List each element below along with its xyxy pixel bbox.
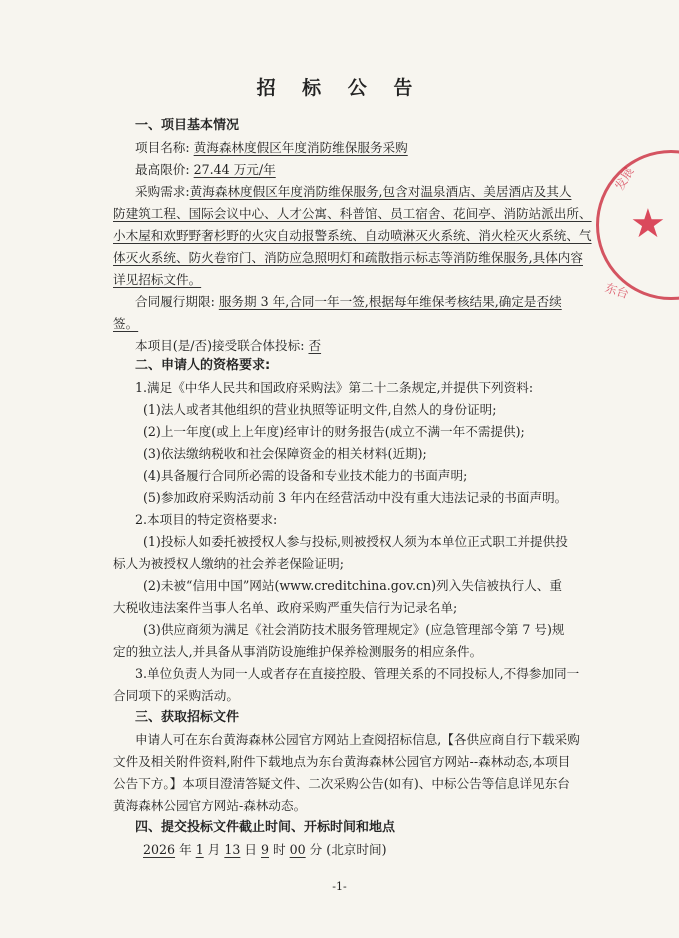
joint-bid-value: 否 (308, 338, 322, 353)
section-2-heading: 二、申请人的资格要求: (135, 358, 271, 373)
page-title: 招 标 公 告 (256, 77, 423, 99)
seal-star-icon: ★ (630, 201, 666, 247)
qualification-item: (5)参加政府采购活动前 3 年内在经营活动中没有重大违法记录的书面声明。 (143, 490, 568, 505)
special-item-line: (1)投标人如委托被授权人参与投标,则被授权人须为本单位正式职工并提供投 (143, 534, 568, 549)
special-requirements-para: 2.本项目的特定资格要求: (135, 512, 278, 527)
special-item-line: 大税收违法案件当事人名单、政府采购严重失信行为记录名单; (113, 600, 458, 615)
requirement-row (135, 184, 571, 200)
qualification-item: (4)具备履行合同所必需的设备和专业技术能力的书面声明; (143, 468, 468, 483)
unit-rule-line: 合同项下的采购活动。 (113, 688, 239, 703)
qualification-para: 1.满足《中华人民共和国政府采购法》第二十二条规定,并提供下列资料: (135, 380, 534, 395)
special-item-line: (2)未被“信用中国”网站(www.creditchina.gov.cn)列入失信被执行人、重 (143, 578, 562, 593)
section-4-heading: 四、提交投标文件截止时间、开标时间和地点 (135, 820, 396, 835)
section-1-heading: 一、项目基本情况 (135, 118, 240, 133)
obtain-docs-line: 申请人可在东台黄海森林公园官方网站上查阅招标信息,【各供应商自行下载采购 (135, 732, 580, 747)
requirement-line: 详见招标文件。 (113, 272, 202, 287)
year-unit: 年 (179, 842, 192, 857)
term-row (135, 294, 562, 310)
special-item-line: (3)供应商须为满足《社会消防技术服务管理规定》(应急管理部令第 7 号)规 (143, 622, 565, 637)
requirement-line: 黄海森林度假区年度消防维保服务,包含对温泉酒店、美居酒店及其人 (189, 184, 572, 199)
special-item-line: 定的独立法人,并具备从事消防设施维护保养检测服务的相应条件。 (113, 644, 483, 659)
obtain-docs-line: 公告下方。】本项目澄清答疑文件、二次采购公告(如有)、中标公告等信息详见东台 (113, 776, 570, 791)
qualification-item: (1)法人或者其他组织的营业执照等证明文件,自然人的身份证明; (143, 402, 497, 417)
joint-bid-row (135, 338, 321, 354)
deadline-hour: 9 (260, 842, 269, 857)
price-row (135, 162, 276, 178)
requirement-line: 体灭火系统、防火卷帘门、消防应急照明灯和疏散指示标志等消防维保服务,具体内容 (113, 250, 583, 265)
price-value: 27.44 万元/年 (193, 162, 276, 177)
term-label: 合同履行期限: (135, 294, 215, 309)
project-name-row (135, 140, 408, 156)
deadline-minute: 00 (289, 842, 306, 857)
deadline-year: 2026 (143, 842, 176, 857)
minute-unit: 分 (309, 842, 323, 857)
month-unit: 月 (207, 842, 221, 857)
qualification-item: (2)上一年度(或上上年度)经审计的财务报告(成立不满一年不需提供); (143, 424, 525, 439)
deadline-row (143, 842, 386, 858)
special-item-line: 标人为被授权人缴纳的社会养老保险证明; (113, 556, 344, 571)
qualification-item: (3)依法缴纳税收和社会保障资金的相关材料(近期); (143, 446, 427, 461)
project-name-label: 项目名称: (135, 140, 190, 155)
obtain-docs-line: 黄海森林公园官方网站-森林动态。 (113, 798, 307, 813)
requirement-label: 采购需求: (135, 184, 190, 199)
joint-bid-label: 本项目(是/否)接受联合体投标: (135, 338, 305, 353)
price-label: 最高限价: (135, 162, 190, 177)
hour-unit: 时 (273, 842, 286, 857)
timezone-note: (北京时间) (326, 842, 387, 857)
day-unit: 日 (244, 842, 257, 857)
project-name-value: 黄海森林度假区年度消防维保服务采购 (193, 140, 408, 155)
term-line: 服务期 3 年,合同一年一签,根据每年维保考核结果,确定是否续 (218, 294, 562, 309)
requirement-line: 防建筑工程、国际会议中心、人才公寓、科普馆、员工宿舍、花间亭、消防站派出所、 (113, 206, 592, 221)
unit-rule-line: 3.单位负责人为同一人或者存在直接控股、管理关系的不同投标人,不得参加同一 (135, 666, 580, 681)
term-line: 签。 (113, 316, 139, 331)
deadline-month: 1 (195, 842, 204, 857)
page-number: -1- (332, 880, 347, 893)
deadline-day: 13 (224, 842, 241, 857)
obtain-docs-line: 文件及相关附件资料,附件下载地点为东台黄海森林公园官方网站--森林动态,本项目 (113, 754, 571, 769)
seal-lettering: 东台 (603, 280, 631, 302)
seal-lettering: 发展 (612, 164, 637, 193)
requirement-line: 小木屋和欢野野奢杉野的火灾自动报警系统、自动喷淋灭火系统、消火栓灭火系统、气 (113, 228, 592, 243)
section-3-heading: 三、获取招标文件 (135, 710, 240, 725)
